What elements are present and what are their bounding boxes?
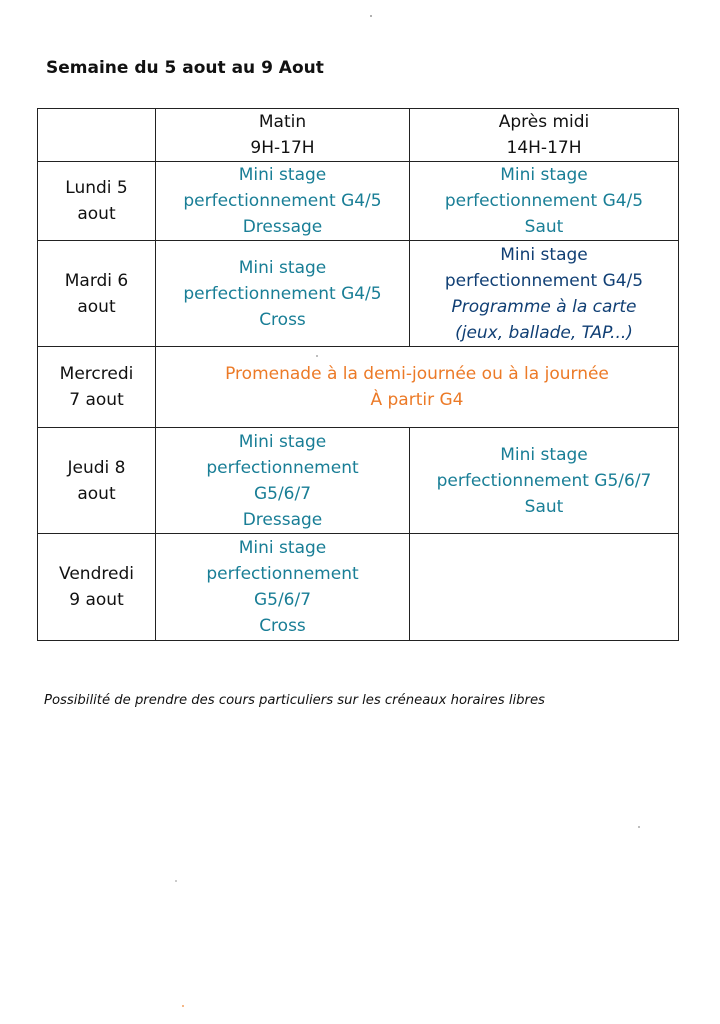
activity-line: Mini stage	[238, 257, 327, 278]
row-lundi	[38, 162, 679, 241]
activity-line: Mini stage	[238, 431, 327, 452]
scan-speck	[316, 355, 318, 357]
activity-level: À partir G4	[370, 390, 464, 410]
activity-discipline: Dressage	[242, 509, 323, 530]
day-cell-mardi	[38, 241, 156, 347]
activity-line: Mini stage	[238, 165, 327, 185]
cell-mardi-matin	[156, 241, 410, 347]
activity-line: Mini stage	[500, 244, 588, 265]
day-label: Jeudi 8	[67, 457, 126, 478]
activity-promenade: Promenade à la demi-journée ou à la journée	[225, 364, 609, 384]
row-mercredi	[38, 347, 679, 428]
footer-note: Possibilité de prendre des cours particuliers sur les créneaux horaires libres	[44, 693, 545, 708]
day-cell-lundi	[38, 162, 156, 241]
activity-discipline: Dressage	[242, 217, 323, 237]
activity-line: perfectionnement G5/6/7	[436, 470, 652, 491]
day-label: Lundi 5	[65, 178, 128, 198]
cell-lundi-apres-midi	[410, 162, 679, 241]
activity-discipline: Saut	[524, 217, 564, 237]
header-apres-midi-label: Après midi	[498, 112, 590, 132]
cell-vendredi-matin	[156, 534, 410, 641]
page-title: Semaine du 5 aout au 9 Aout	[46, 58, 324, 78]
activity-line: perfectionnement	[206, 457, 359, 478]
scan-speck	[370, 15, 372, 17]
activity-discipline: Cross	[259, 309, 306, 330]
day-month: aout	[77, 483, 116, 504]
activity-line: perfectionnement G4/5	[183, 191, 382, 211]
day-month: aout	[77, 296, 116, 317]
activity-line: perfectionnement	[206, 564, 359, 584]
activity-level: G5/6/7	[253, 483, 312, 504]
cell-lundi-matin	[156, 162, 410, 241]
activity-line: Mini stage	[238, 538, 327, 558]
activity-program-details: (jeux, ballade, TAP...)	[455, 322, 633, 343]
row-mardi	[38, 241, 679, 347]
header-apres-midi	[410, 109, 679, 162]
cell-mardi-apres-midi	[410, 241, 679, 347]
schedule-table	[37, 108, 679, 641]
cell-jeudi-matin	[156, 428, 410, 534]
activity-line: perfectionnement G4/5	[444, 270, 644, 291]
header-apres-midi-hours: 14H-17H	[506, 138, 582, 158]
activity-program: Programme à la carte	[451, 296, 637, 317]
day-label: Mercredi	[59, 364, 134, 384]
activity-line: Mini stage	[500, 444, 588, 465]
day-cell-jeudi	[38, 428, 156, 534]
activity-discipline: Cross	[259, 616, 306, 636]
header-row	[38, 109, 679, 162]
header-matin	[156, 109, 410, 162]
day-month: 9 aout	[69, 590, 124, 610]
scan-speck	[638, 826, 640, 828]
activity-level: G5/6/7	[253, 590, 312, 610]
cell-vendredi-apres-midi-empty	[410, 534, 679, 641]
day-cell-vendredi	[38, 534, 156, 641]
day-month: 7 aout	[69, 390, 124, 410]
day-label: Vendredi	[59, 564, 134, 584]
cell-mercredi-full-day	[156, 347, 679, 428]
scan-speck	[175, 880, 177, 882]
activity-discipline: Saut	[524, 496, 564, 517]
day-cell-mercredi	[38, 347, 156, 428]
day-month: aout	[77, 204, 116, 224]
activity-line: perfectionnement G4/5	[183, 283, 382, 304]
header-matin-hours: 9H-17H	[250, 138, 315, 158]
cell-jeudi-apres-midi	[410, 428, 679, 534]
day-label: Mardi 6	[64, 270, 129, 291]
row-jeudi	[38, 428, 679, 534]
activity-line: Mini stage	[500, 165, 588, 185]
corner-cell	[38, 109, 156, 162]
activity-line: perfectionnement G4/5	[444, 191, 644, 211]
header-matin-label: Matin	[258, 112, 307, 132]
row-vendredi	[38, 534, 679, 641]
scan-speck	[182, 1005, 184, 1007]
